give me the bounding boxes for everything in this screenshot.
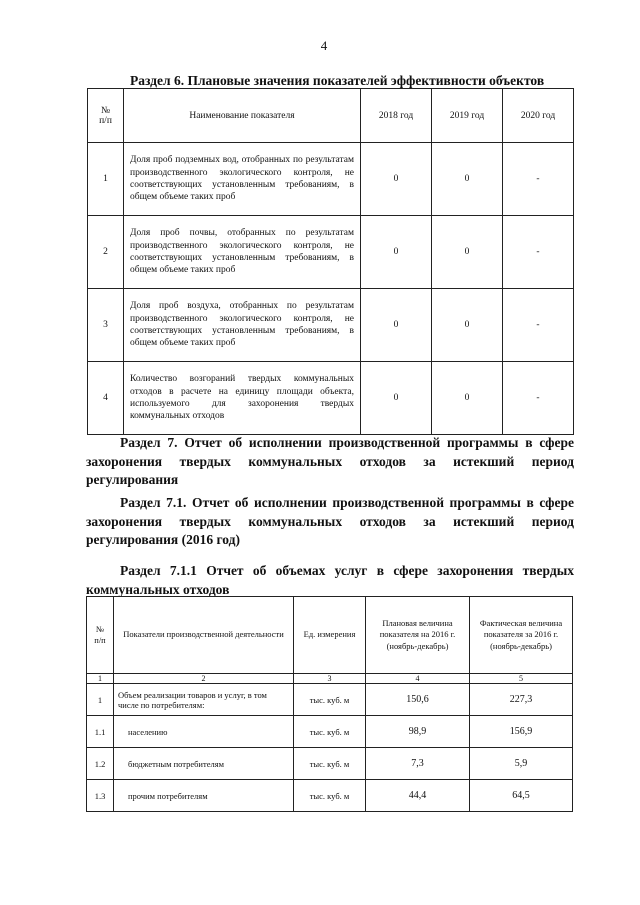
row-indicator: прочим потребителям	[114, 780, 294, 812]
header-fact: Фактическая величина показателя за 2016 г. (ноябрь-декабрь)	[470, 597, 573, 674]
header-unit: Ед. измерения	[294, 597, 366, 674]
row-value-2019: 0	[432, 362, 503, 435]
column-number-row	[87, 674, 573, 684]
row-unit: тыс. куб. м	[294, 684, 366, 716]
header-2018: 2018 год	[361, 89, 432, 143]
table-row	[88, 143, 574, 216]
row-num: 3	[88, 289, 124, 362]
section-7-1-1-title: Раздел 7.1.1 Отчет об объемах услуг в сфере захоронения твердых коммунальных отходов	[86, 563, 574, 597]
performance-indicators-table	[87, 88, 574, 435]
row-value-2019: 0	[432, 289, 503, 362]
section-7-title: Раздел 7. Отчет об исполнении производственной программы в сфере захоронения твердых коммунальных отходов за истекший период регулирования	[86, 435, 574, 488]
row-unit: тыс. куб. м	[294, 716, 366, 748]
row-fact-value: 64,5	[470, 780, 573, 812]
row-plan-value: 44,4	[366, 780, 470, 812]
row-indicator-name: Доля проб воздуха, отобранных по результатам производственного экологического контроля, не соответствующих установленным требованиям, в общем объеме таких проб	[124, 289, 361, 362]
row-value-2018: 0	[361, 289, 432, 362]
row-num: 1	[87, 684, 114, 716]
header-plan: Плановая величина показателя на 2016 г. (ноябрь-декабрь)	[366, 597, 470, 674]
row-indicator: населению	[114, 716, 294, 748]
row-num: 1.2	[87, 748, 114, 780]
row-num: 1	[88, 143, 124, 216]
header-indicator: Показатели производственной деятельности	[114, 597, 294, 674]
table-header-row	[88, 89, 574, 143]
row-num: 1.3	[87, 780, 114, 812]
header-num: № п/п	[88, 89, 124, 143]
row-plan-value: 7,3	[366, 748, 470, 780]
table-row	[87, 780, 573, 812]
table-row	[88, 216, 574, 289]
column-number: 2	[114, 674, 294, 684]
section-6-title: Раздел 6. Плановые значения показателей эффективности объектов	[130, 73, 545, 88]
column-number: 5	[470, 674, 573, 684]
row-indicator-name: Доля проб подземных вод, отобранных по результатам производственного экологического контроля, не соответствующих установленным требованиям, в общем объеме таких проб	[124, 143, 361, 216]
table-row	[88, 362, 574, 435]
table-row	[87, 684, 573, 716]
table-row	[88, 289, 574, 362]
header-indicator-name: Наименование показателя	[124, 89, 361, 143]
row-value-2020: -	[503, 289, 574, 362]
row-value-2019: 0	[432, 143, 503, 216]
row-fact-value: 156,9	[470, 716, 573, 748]
row-value-2020: -	[503, 143, 574, 216]
header-2020: 2020 год	[503, 89, 574, 143]
row-value-2018: 0	[361, 362, 432, 435]
section-7-1-title: Раздел 7.1. Отчет об исполнении производственной программы в сфере захоронения твердых коммунальных отходов за истекший период регулирования (2016 год)	[86, 495, 574, 548]
row-unit: тыс. куб. м	[294, 780, 366, 812]
services-volume-table	[86, 596, 573, 812]
row-num: 1.1	[87, 716, 114, 748]
row-value-2018: 0	[361, 216, 432, 289]
table-row	[87, 748, 573, 780]
row-indicator-name: Количество возгораний твердых коммунальных отходов в расчете на единицу площади объекта, используемого для захоронения твердых коммунальных отходов	[124, 362, 361, 435]
column-number: 4	[366, 674, 470, 684]
row-value-2020: -	[503, 362, 574, 435]
row-value-2020: -	[503, 216, 574, 289]
row-num: 2	[88, 216, 124, 289]
page-number: 4	[320, 38, 328, 53]
row-indicator: бюджетным потребителям	[114, 748, 294, 780]
row-plan-value: 150,6	[366, 684, 470, 716]
table-row	[87, 716, 573, 748]
row-value-2018: 0	[361, 143, 432, 216]
column-number: 1	[87, 674, 114, 684]
row-value-2019: 0	[432, 216, 503, 289]
column-number: 3	[294, 674, 366, 684]
table-header-row	[87, 597, 573, 674]
header-num: № п/п	[87, 597, 114, 674]
row-fact-value: 227,3	[470, 684, 573, 716]
row-unit: тыс. куб. м	[294, 748, 366, 780]
row-fact-value: 5,9	[470, 748, 573, 780]
header-2019: 2019 год	[432, 89, 503, 143]
row-indicator: Объем реализации товаров и услуг, в том числе по потребителям:	[114, 684, 294, 716]
row-plan-value: 98,9	[366, 716, 470, 748]
row-indicator-name: Доля проб почвы, отобранных по результатам производственного экологического контроля, не соответствующих установленным требованиям, в общем объеме таких проб	[124, 216, 361, 289]
row-num: 4	[88, 362, 124, 435]
